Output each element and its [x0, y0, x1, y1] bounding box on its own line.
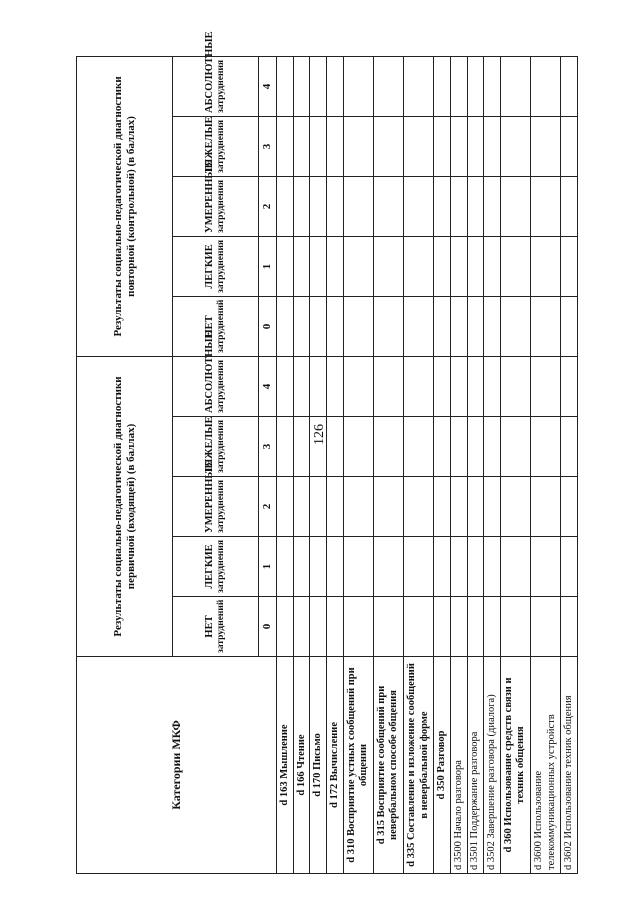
score-input-cell[interactable]	[500, 537, 530, 597]
score-input-cell[interactable]	[327, 236, 344, 296]
score-input-cell[interactable]	[343, 477, 373, 537]
severity-header-1-3	[173, 417, 259, 477]
score-input-cell[interactable]	[500, 56, 530, 116]
severity-header-2-4	[173, 31, 259, 116]
score-input-cell[interactable]	[450, 56, 467, 116]
severity-name: ТЯЖЕЛЫЕ	[204, 416, 215, 473]
score-input-cell[interactable]	[277, 356, 294, 416]
score-input-cell[interactable]	[404, 116, 434, 176]
score-input-cell[interactable]	[561, 56, 578, 116]
table-row	[484, 56, 501, 873]
score-input-cell[interactable]	[277, 176, 294, 236]
score-input-cell[interactable]	[467, 356, 484, 416]
score-input-cell[interactable]	[277, 597, 294, 657]
severity-sub: затруднения	[216, 420, 227, 473]
score-input-cell[interactable]	[277, 417, 294, 477]
severity-name: ЛЕГКИЕ	[204, 544, 215, 589]
initial-diagnostics-header: Результаты социально-педагогической диагностики первичной (входящей) (в баллах)	[77, 356, 173, 656]
table-row	[327, 56, 344, 873]
severity-header-1-1	[173, 537, 259, 597]
icf-assessment-table-rotated	[76, 31, 578, 874]
score-input-cell[interactable]	[450, 477, 467, 537]
category-cell: d 3602 Использование техник общения	[561, 657, 578, 874]
score-input-cell[interactable]	[327, 597, 344, 657]
table-row	[293, 56, 310, 873]
score-input-cell[interactable]	[310, 296, 327, 356]
score-input-cell[interactable]	[310, 537, 327, 597]
category-cell: d 166 Чтение	[293, 657, 310, 874]
score-input-cell[interactable]	[561, 537, 578, 597]
score-input-cell[interactable]	[434, 56, 451, 116]
score-input-cell[interactable]	[404, 356, 434, 416]
severity-name: НЕТ	[204, 615, 215, 638]
score-input-cell[interactable]	[500, 417, 530, 477]
score-header-1-3: 3	[259, 417, 277, 477]
score-input-cell[interactable]	[500, 236, 530, 296]
score-input-cell[interactable]	[310, 597, 327, 657]
severity-header-2-2	[173, 161, 259, 236]
score-input-cell[interactable]	[450, 417, 467, 477]
score-input-cell[interactable]	[373, 417, 403, 477]
score-input-cell[interactable]	[467, 417, 484, 477]
table-row	[531, 56, 561, 873]
score-input-cell[interactable]	[434, 477, 451, 537]
score-input-cell[interactable]	[484, 176, 501, 236]
score-input-cell[interactable]	[277, 236, 294, 296]
score-input-cell[interactable]	[531, 597, 561, 657]
category-header: Категории МКФ	[77, 657, 277, 874]
score-input-cell[interactable]	[277, 537, 294, 597]
score-input-cell[interactable]	[434, 296, 451, 356]
score-input-cell[interactable]	[343, 176, 373, 236]
score-input-cell[interactable]	[561, 417, 578, 477]
severity-name: УМЕРЕННЫЕ	[204, 161, 215, 233]
table-row	[310, 56, 327, 873]
score-header-2-2: 2	[259, 176, 277, 236]
score-input-cell[interactable]	[310, 236, 327, 296]
score-input-cell[interactable]	[484, 597, 501, 657]
score-input-cell[interactable]	[450, 176, 467, 236]
severity-header-2-0	[173, 296, 259, 356]
score-header-2-3: 3	[259, 116, 277, 176]
score-input-cell[interactable]	[450, 356, 467, 416]
table-row	[500, 56, 530, 873]
score-input-cell[interactable]	[467, 537, 484, 597]
table-row	[434, 56, 451, 873]
score-input-cell[interactable]	[310, 176, 327, 236]
score-input-cell[interactable]	[293, 56, 310, 116]
score-input-cell[interactable]	[373, 477, 403, 537]
score-input-cell[interactable]	[434, 236, 451, 296]
score-input-cell[interactable]	[467, 116, 484, 176]
score-header-1-2: 2	[259, 477, 277, 537]
category-cell: d 335 Составление и изложение сообщений в невербальной форме	[404, 657, 434, 874]
score-input-cell[interactable]	[484, 116, 501, 176]
severity-sub: затруднений	[216, 599, 227, 653]
score-input-cell[interactable]	[531, 116, 561, 176]
score-header-2-4: 4	[259, 56, 277, 116]
table-row	[561, 56, 578, 873]
repeat-diagnostics-header: Результаты социально-педагогической диагностики повторной (контрольной) (в баллах)	[77, 56, 173, 356]
score-input-cell[interactable]	[484, 56, 501, 116]
score-input-cell[interactable]	[343, 356, 373, 416]
severity-name: ЛЕГКИЕ	[204, 244, 215, 289]
score-input-cell[interactable]	[404, 296, 434, 356]
page-number-text: 126	[312, 424, 327, 445]
table-row	[404, 56, 434, 873]
icf-assessment-table	[76, 31, 578, 874]
score-input-cell[interactable]	[531, 176, 561, 236]
score-input-cell[interactable]	[531, 356, 561, 416]
score-input-cell[interactable]	[310, 477, 327, 537]
table-row	[277, 56, 294, 873]
score-input-cell[interactable]	[293, 417, 310, 477]
severity-sub: затруднения	[216, 179, 227, 233]
severity-sub: затруднения	[216, 540, 227, 593]
score-input-cell[interactable]	[327, 477, 344, 537]
score-input-cell[interactable]	[467, 477, 484, 537]
score-input-cell[interactable]	[293, 296, 310, 356]
score-input-cell[interactable]	[484, 296, 501, 356]
score-input-cell[interactable]	[343, 296, 373, 356]
score-input-cell[interactable]	[484, 477, 501, 537]
score-input-cell[interactable]	[327, 296, 344, 356]
severity-name: УМЕРЕННЫЕ	[204, 461, 215, 533]
score-input-cell[interactable]	[531, 417, 561, 477]
score-input-cell[interactable]	[434, 597, 451, 657]
score-input-cell[interactable]	[373, 356, 403, 416]
table-row	[467, 56, 484, 873]
score-input-cell[interactable]	[561, 236, 578, 296]
score-input-cell[interactable]	[500, 116, 530, 176]
score-input-cell[interactable]	[327, 537, 344, 597]
score-input-cell[interactable]	[373, 56, 403, 116]
score-input-cell[interactable]	[531, 477, 561, 537]
score-input-cell[interactable]	[531, 296, 561, 356]
score-input-cell[interactable]	[531, 537, 561, 597]
severity-sub: затруднения	[216, 239, 227, 293]
severity-name: ТЯЖЕЛЫЕ	[204, 116, 215, 173]
category-cell: d 360 Использование средств связи и техник общения	[500, 657, 530, 874]
score-input-cell[interactable]	[467, 56, 484, 116]
score-input-cell[interactable]	[561, 356, 578, 416]
score-input-cell[interactable]	[484, 356, 501, 416]
score-input-cell[interactable]	[310, 417, 327, 477]
score-input-cell[interactable]	[561, 116, 578, 176]
score-input-cell[interactable]	[293, 116, 310, 176]
score-input-cell[interactable]	[373, 236, 403, 296]
score-input-cell[interactable]	[484, 537, 501, 597]
severity-name: АБСОЛЮТНЫЕ	[204, 31, 215, 113]
score-input-cell[interactable]	[293, 176, 310, 236]
score-input-cell[interactable]	[277, 116, 294, 176]
score-input-cell[interactable]	[293, 477, 310, 537]
score-input-cell[interactable]	[450, 116, 467, 176]
score-input-cell[interactable]	[310, 56, 327, 116]
category-cell: d 3501 Поддержание разговора	[467, 657, 484, 874]
category-cell: d 315 Восприятие сообщений при невербальном способе общения	[373, 657, 403, 874]
score-input-cell[interactable]	[404, 417, 434, 477]
table-row	[373, 56, 403, 873]
score-input-cell[interactable]	[373, 176, 403, 236]
score-input-cell[interactable]	[310, 116, 327, 176]
score-input-cell[interactable]	[467, 597, 484, 657]
score-input-cell[interactable]	[434, 356, 451, 416]
score-input-cell[interactable]	[467, 176, 484, 236]
score-input-cell[interactable]	[293, 236, 310, 296]
severity-header-2-1	[173, 236, 259, 296]
score-input-cell[interactable]	[450, 537, 467, 597]
score-input-cell[interactable]	[404, 597, 434, 657]
category-cell: d 350 Разговор	[434, 657, 451, 874]
category-cell: d 172 Вычисление	[327, 657, 344, 874]
score-input-cell[interactable]	[373, 116, 403, 176]
score-input-cell[interactable]	[561, 296, 578, 356]
score-header-1-0: 0	[259, 597, 277, 657]
score-input-cell[interactable]	[500, 597, 530, 657]
score-input-cell[interactable]	[500, 477, 530, 537]
score-input-cell[interactable]	[404, 477, 434, 537]
category-cell: d 3500 Начало разговора	[450, 657, 467, 874]
severity-name: НЕТ	[204, 315, 215, 338]
category-cell: d 3600 Использование телекоммуникационных устройств	[531, 657, 561, 874]
table-row	[343, 56, 373, 873]
score-input-cell[interactable]	[450, 236, 467, 296]
score-input-cell[interactable]	[277, 56, 294, 116]
severity-header-1-0	[173, 597, 259, 657]
score-input-cell[interactable]	[450, 597, 467, 657]
score-input-cell[interactable]	[404, 537, 434, 597]
score-input-cell[interactable]	[327, 56, 344, 116]
category-cell: d 310 Восприятие устных сообщений при общении	[343, 657, 373, 874]
severity-header-1-2	[173, 461, 259, 537]
score-input-cell[interactable]	[277, 477, 294, 537]
score-input-cell[interactable]	[343, 56, 373, 116]
score-input-cell[interactable]	[327, 417, 344, 477]
score-input-cell[interactable]	[434, 417, 451, 477]
score-input-cell[interactable]	[500, 356, 530, 416]
score-header-1-1: 1	[259, 537, 277, 597]
category-cell: d 3502 Завершение разговора (диалога)	[484, 657, 501, 874]
severity-sub: затруднения	[216, 480, 227, 533]
score-input-cell[interactable]	[373, 296, 403, 356]
category-cell: d 163 Мышление	[277, 657, 294, 874]
score-input-cell[interactable]	[327, 176, 344, 236]
score-input-cell[interactable]	[327, 116, 344, 176]
severity-header-2-3	[173, 116, 259, 176]
score-input-cell[interactable]	[373, 537, 403, 597]
score-input-cell[interactable]	[293, 597, 310, 657]
score-input-cell[interactable]	[561, 176, 578, 236]
severity-sub: затруднения	[216, 119, 227, 173]
score-input-cell[interactable]	[404, 56, 434, 116]
score-input-cell[interactable]	[467, 296, 484, 356]
score-input-cell[interactable]	[343, 537, 373, 597]
score-input-cell[interactable]	[531, 236, 561, 296]
score-input-cell[interactable]	[343, 597, 373, 657]
score-input-cell[interactable]	[561, 477, 578, 537]
score-input-cell[interactable]	[373, 597, 403, 657]
score-input-cell[interactable]	[467, 236, 484, 296]
score-input-cell[interactable]	[404, 176, 434, 236]
severity-name: АБСОЛЮТНЫЕ	[204, 331, 215, 413]
severity-sub: затруднения	[216, 359, 227, 413]
score-input-cell[interactable]	[484, 236, 501, 296]
score-input-cell[interactable]	[343, 417, 373, 477]
score-input-cell[interactable]	[500, 176, 530, 236]
score-input-cell[interactable]	[500, 296, 530, 356]
score-input-cell[interactable]	[450, 296, 467, 356]
score-input-cell[interactable]	[277, 296, 294, 356]
score-input-cell[interactable]	[327, 356, 344, 416]
score-input-cell[interactable]	[561, 597, 578, 657]
score-header-1-4: 4	[259, 356, 277, 416]
category-cell: d 170 Письмо	[310, 657, 327, 874]
score-input-cell[interactable]	[343, 116, 373, 176]
score-header-2-0: 0	[259, 296, 277, 356]
severity-sub: затруднений	[216, 299, 227, 353]
score-input-cell[interactable]	[310, 356, 327, 416]
score-input-cell[interactable]	[434, 176, 451, 236]
score-input-cell[interactable]	[434, 116, 451, 176]
score-input-cell[interactable]	[293, 356, 310, 416]
score-input-cell[interactable]	[343, 236, 373, 296]
table-row	[450, 56, 467, 873]
score-input-cell[interactable]	[531, 56, 561, 116]
score-input-cell[interactable]	[404, 236, 434, 296]
score-input-cell[interactable]	[293, 537, 310, 597]
severity-header-1-4	[173, 331, 259, 416]
score-input-cell[interactable]	[434, 537, 451, 597]
score-input-cell[interactable]	[484, 417, 501, 477]
score-header-2-1: 1	[259, 236, 277, 296]
severity-sub: затруднения	[216, 59, 227, 113]
